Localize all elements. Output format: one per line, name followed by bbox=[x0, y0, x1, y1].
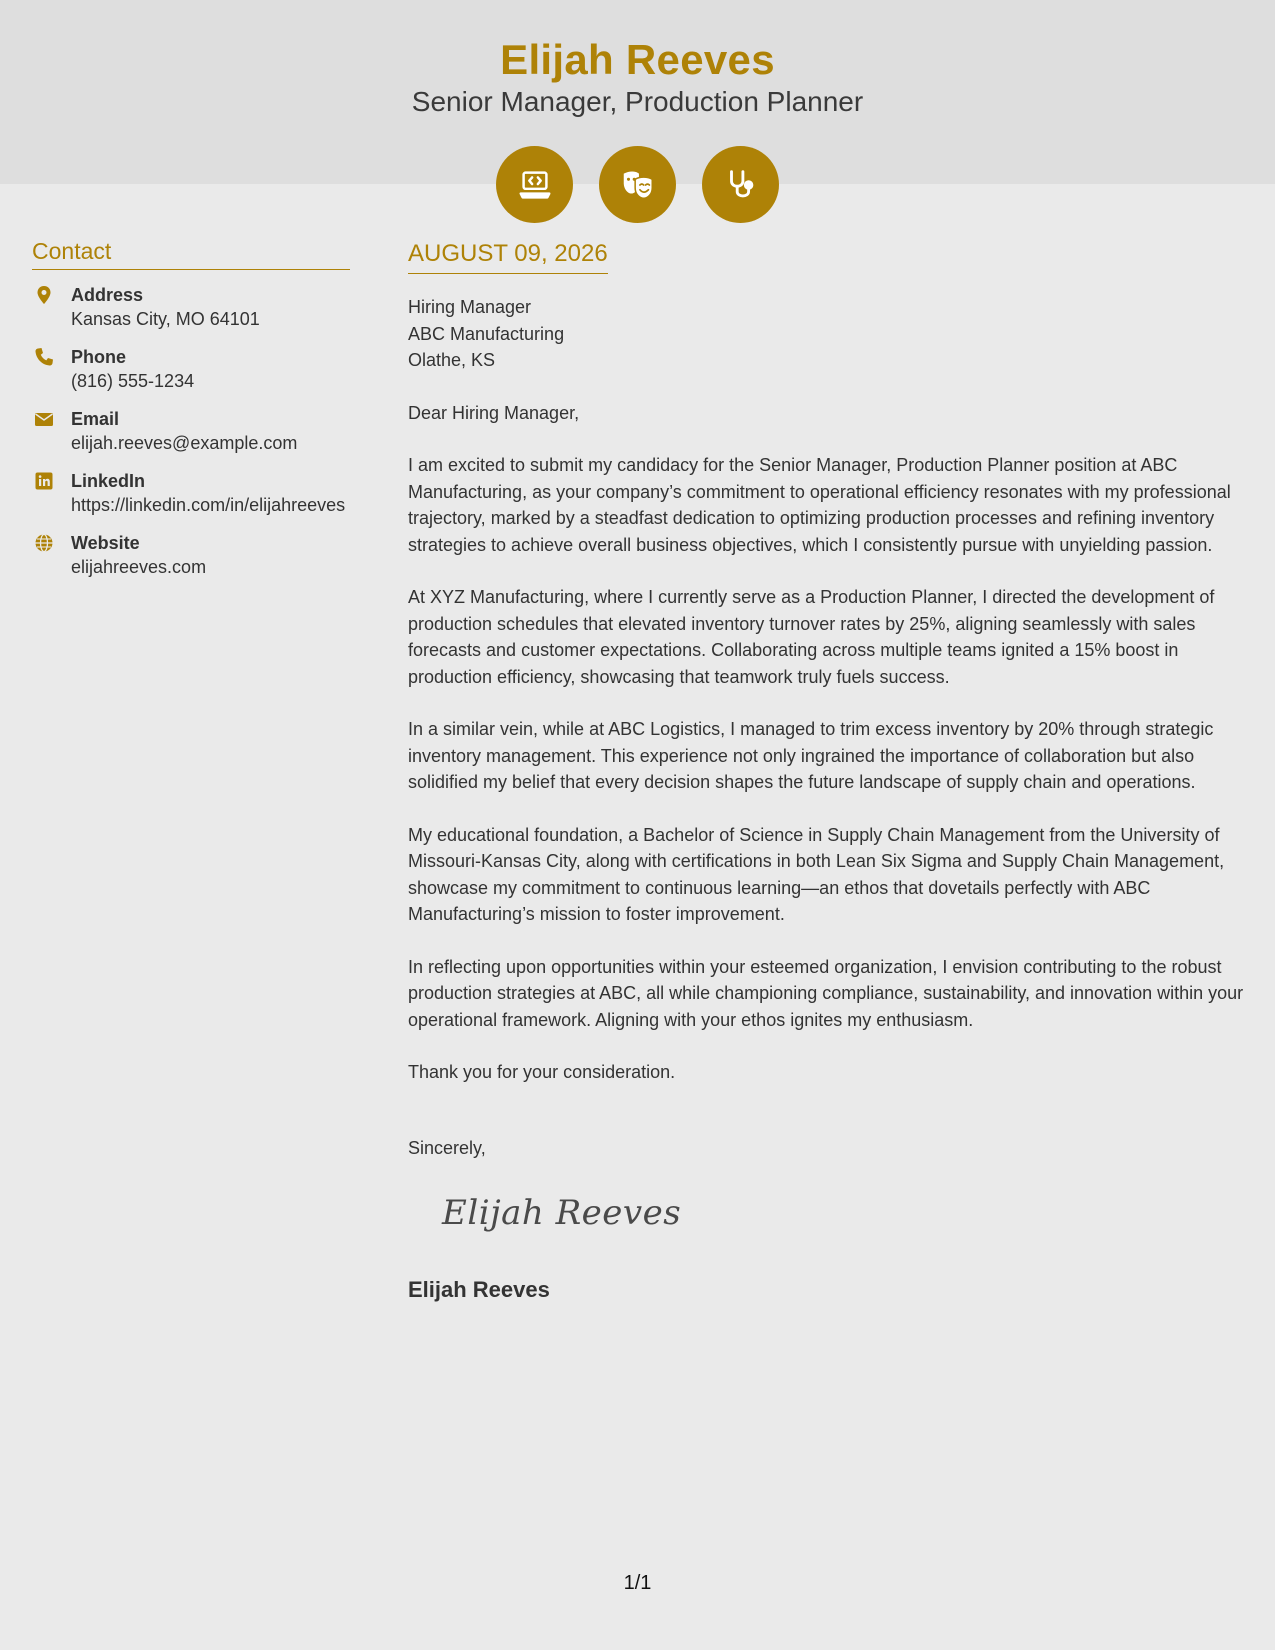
linkedin-icon bbox=[34, 471, 54, 491]
contact-value: elijahreeves.com bbox=[71, 557, 207, 577]
recipient-line: Olathe, KS bbox=[408, 350, 496, 370]
salutation: Dear Hiring Manager, bbox=[408, 402, 580, 423]
contact-label: Website bbox=[71, 533, 140, 553]
contact-label: Email bbox=[71, 409, 120, 429]
contact-heading: Contact bbox=[32, 238, 350, 270]
letter-body bbox=[408, 240, 1251, 1303]
contact-label: Phone bbox=[71, 347, 127, 367]
letter-date: AUGUST 09, 2026 bbox=[408, 240, 608, 274]
signer-name: Elijah Reeves bbox=[408, 1276, 550, 1302]
recipient-line: Hiring Manager bbox=[408, 297, 532, 317]
contact-value: https://linkedin.com/in/elijahreeves bbox=[71, 495, 346, 515]
contact-value: elijah.reeves@example.com bbox=[71, 433, 298, 453]
contact-email bbox=[32, 407, 350, 456]
page-number: 1/1 bbox=[623, 1572, 652, 1594]
map-pin-icon bbox=[34, 285, 54, 305]
theater-masks-icon bbox=[599, 146, 676, 223]
contact-phone bbox=[32, 345, 350, 394]
contact-address bbox=[32, 283, 350, 332]
paragraph: In a similar vein, while at ABC Logistics, I managed to trim excess inventory by 20% through strategic inventory management. This experience not only ingrained the importance of collaboration but also solidified my belief that every decision shapes the future landscape of supply chain and operations. bbox=[408, 719, 1214, 792]
hobby-icons bbox=[496, 146, 779, 223]
recipient-block bbox=[408, 294, 1251, 374]
contact-label: LinkedIn bbox=[71, 471, 146, 491]
paragraph: At XYZ Manufacturing, where I currently serve as a Production Planner, I directed the development of production schedules that elevated inventory turnover rates by 25%, aligning seamlessly with sales forecasts and customer expectations. Collaborating across multiple teams ignited a 15% boost in production efficiency, showcasing that teamwork truly fuels success. bbox=[408, 587, 1215, 687]
closing: Sincerely, bbox=[408, 1137, 486, 1158]
envelope-icon bbox=[34, 409, 54, 429]
paragraph: My educational foundation, a Bachelor of Science in Supply Chain Management from the University of Missouri-Kansas City, along with certifications in both Lean Six Sigma and Supply Chain Management, showcase my commitment to continuous learning—an ethos that dovetails perfectly with ABC Manufacturing’s mission to foster improvement. bbox=[408, 824, 1225, 924]
paragraph: In reflecting upon opportunities within your esteemed organization, I envision contributing to the robust production strategies at ABC, all while championing compliance, sustainability, and innovation within your operational framework. Aligning with your ethos ignites my enthusiasm. bbox=[408, 956, 1244, 1030]
recipient-line: ABC Manufacturing bbox=[408, 323, 565, 344]
contact-website bbox=[32, 531, 350, 580]
globe-icon bbox=[34, 533, 54, 553]
phone-icon bbox=[34, 347, 54, 367]
handwritten-signature: Elijah Reeves bbox=[442, 1192, 682, 1233]
contact-label: Address bbox=[71, 285, 144, 305]
contact-value: (816) 555-1234 bbox=[71, 371, 195, 391]
contact-linkedin bbox=[32, 469, 350, 518]
paragraph: Thank you for your consideration. bbox=[408, 1062, 676, 1082]
contact-value: Kansas City, MO 64101 bbox=[71, 309, 260, 329]
contact-section bbox=[32, 238, 350, 580]
stethoscope-icon bbox=[702, 146, 779, 223]
applicant-title: Senior Manager, Production Planner bbox=[411, 86, 864, 117]
laptop-code-icon bbox=[496, 146, 573, 223]
applicant-name: Elijah Reeves bbox=[500, 36, 775, 83]
paragraph: I am excited to submit my candidacy for the Senior Manager, Production Planner position at ABC Manufacturing, as your company’s commitment to operational efficiency resonates with my professional trajectory, marked by a steadfast dedication to optimizing production processes and refining inventory strategies to achieve overall business objectives, which I consistently pursue with unyielding passion. bbox=[408, 455, 1231, 555]
